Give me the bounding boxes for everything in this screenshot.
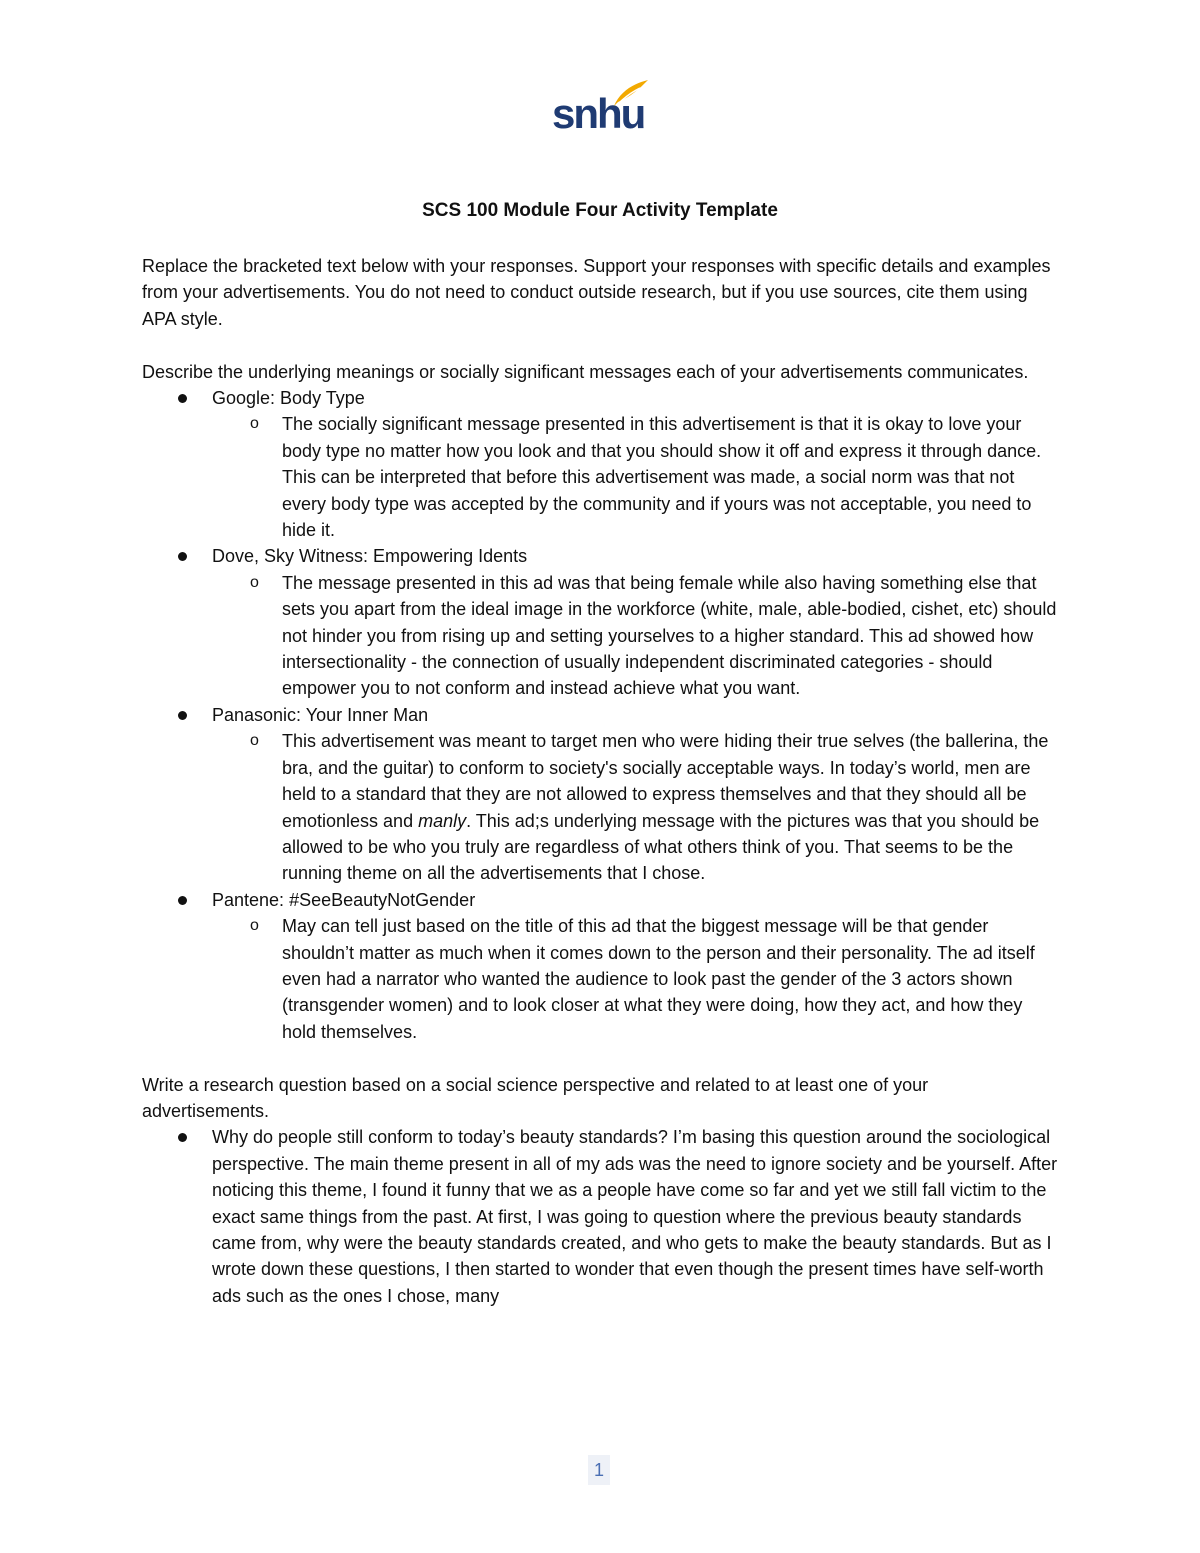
bullet-icon <box>178 394 187 403</box>
list-item <box>142 543 1060 701</box>
document-body <box>142 253 1060 1309</box>
ad-label: Panasonic: Your Inner Man <box>212 704 429 725</box>
list-item <box>142 702 1060 887</box>
ad-detail: The message presented in this ad was that being female while also having something else that sets you apart from the ideal image in the workforce (white, male, able-bodied, cishet, etc) should not hinder you from rising up and setting yourselves to a higher standard. This ad showed how intersectionality - the connection of usually independent discriminated categories - should empower you to not conform and instead achieve what you want. <box>282 572 1057 699</box>
research-question-list <box>142 1124 1060 1309</box>
list-item <box>142 385 1060 543</box>
ad-detail-part: This advertisement was meant to target men who were hiding their true selves (the ballerina, the bra, and the guitar) to conform to society's socially acceptable ways. In today’s world, men are held to a standard that they are not allowed to express themselves and that they should all be emotionless and <box>282 731 1049 831</box>
list-item <box>142 1124 1060 1309</box>
bullet-icon <box>178 896 187 905</box>
bullet-icon <box>178 1133 187 1142</box>
ad-label: Dove, Sky Witness: Empowering Idents <box>212 546 528 567</box>
sub-bullet-icon: o <box>250 573 259 591</box>
leaf-icon <box>610 78 650 108</box>
list-item <box>142 887 1060 1045</box>
ad-detail: May can tell just based on the title of this ad that the biggest message will be that gender shouldn’t matter as much when it comes down to the person and their personality. The ad itself even had a narrator who wanted the audience to look past the gender of the 3 actors shown (transgender women) and to look closer at what they were doing, how they act, and how they hold themselves. <box>282 916 1035 1042</box>
ad-detail <box>282 731 1048 883</box>
list-item <box>210 411 1060 543</box>
list-item <box>210 913 1060 1045</box>
page-title: SCS 100 Module Four Activity Template <box>422 200 778 221</box>
sub-bullet-icon: o <box>250 732 259 750</box>
ad-detail-part: . This ad;s underlying message with the pictures was that you should be allowed to be who you truly are regardless of what others think of you. That seems to be the running theme on all the advertisements that I chose. <box>282 810 1040 884</box>
page-number: 1 <box>588 1455 610 1485</box>
ad-detail-emphasis: manly <box>418 810 467 831</box>
intro-paragraph: Replace the bracketed text below with your responses. Support your responses with specific details and examples from your advertisements. You do not need to conduct outside research, but if you use sources, cite them using APA style. <box>142 256 1051 329</box>
ad-label: Pantene: #SeeBeautyNotGender <box>212 889 476 910</box>
list-item <box>210 728 1060 886</box>
sub-bullet-icon: o <box>250 917 259 935</box>
sub-bullet-icon: o <box>250 415 259 433</box>
list-item <box>210 570 1060 702</box>
section1-prompt: Describe the underlying meanings or socially significant messages each of your advertisements communicates. <box>142 361 1029 382</box>
ad-list <box>142 385 1060 1045</box>
section2-prompt: Write a research question based on a social science perspective and related to at least one of your advertisements. <box>142 1074 929 1121</box>
ad-detail: The socially significant message presented in this advertisement is that it is okay to love your body type no matter how you look and that you should show it off and express it through dance. This can be interpreted that before this advertisement was made, a social norm was that not every body type was accepted by the community and if yours was not acceptable, you need to hide it. <box>282 414 1042 541</box>
snhu-logo <box>552 78 648 142</box>
bullet-icon <box>178 552 187 561</box>
research-answer: Why do people still conform to today’s beauty standards? I’m basing this question around the sociological perspective. The main theme present in all of my ads was the need to ignore society and be yourself. After noticing this theme, I found it funny that we as a people have come so far and yet we still fall victim to the exact same things from the past. At first, I was going to question where the previous beauty standards came from, why were the beauty standards created, and who gets to make the beauty standards. But as I wrote down these questions, I then started to wonder that even though the present times have self-worth ads such as the ones I chose, many <box>212 1127 1058 1306</box>
bullet-icon <box>178 711 187 720</box>
ad-label: Google: Body Type <box>212 388 365 409</box>
logo-text: snhu <box>552 90 645 137</box>
